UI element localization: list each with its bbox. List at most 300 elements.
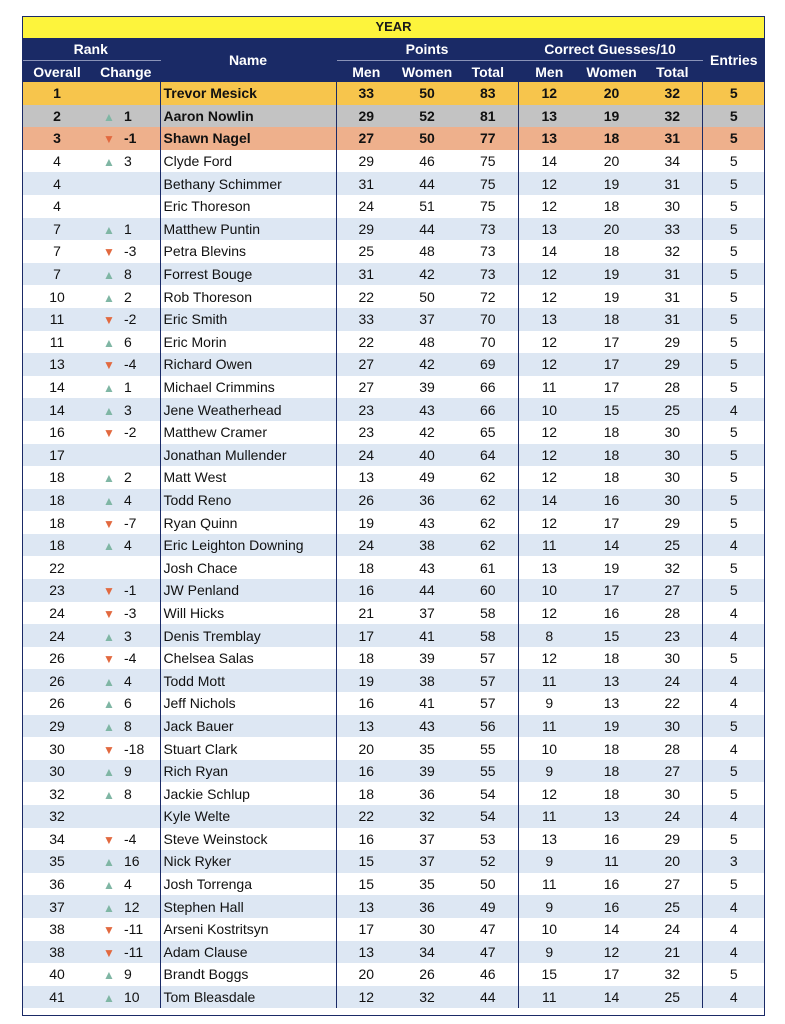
points-men-cell: 27 — [358, 379, 375, 396]
overall-rank-cell: 29 — [49, 717, 65, 734]
points-total-cell: 75 — [458, 172, 518, 195]
entries-cell: 5 — [729, 424, 738, 441]
points-women-cell: 37 — [419, 604, 435, 621]
up-arrow-icon: ▲ — [103, 109, 115, 124]
up-arrow-icon: ▲ — [103, 539, 115, 554]
correct-women-cell: 16 — [603, 491, 620, 508]
table-row — [22, 647, 765, 670]
overall-rank-cell: 18 — [49, 537, 65, 554]
correct-men-cell: 15 — [541, 966, 558, 983]
rank-change-value: 8 — [124, 266, 132, 283]
rank-change-value: -11 — [124, 943, 144, 960]
points-men-cell: 23 — [358, 424, 375, 441]
rank-change-value: 1 — [124, 107, 132, 124]
down-arrow-icon: ▼ — [103, 426, 115, 441]
correct-total-cell: 32 — [643, 105, 702, 128]
correct-women-cell: 18 — [603, 243, 620, 260]
table-row — [22, 376, 765, 399]
points-total-cell: 57 — [458, 692, 518, 715]
correct-women-cell: 14 — [603, 921, 620, 938]
correct-women-cell: 16 — [603, 876, 620, 893]
correct-women-header: Women — [580, 61, 643, 83]
points-total-cell: 64 — [458, 444, 518, 467]
entries-cell: 5 — [729, 717, 738, 734]
overall-rank-cell: 17 — [49, 446, 65, 463]
rank-change-value: -4 — [124, 650, 137, 667]
points-total-cell: 62 — [458, 489, 518, 512]
correct-total-cell: 31 — [643, 285, 702, 308]
rank-change-cell — [92, 172, 160, 195]
entries-cell: 5 — [729, 198, 738, 215]
entries-cell: 5 — [729, 966, 738, 983]
points-men-cell: 13 — [358, 469, 375, 486]
correct-women-cell: 15 — [603, 627, 620, 644]
correct-women-cell: 17 — [603, 966, 620, 983]
rank-change-cell — [92, 715, 160, 738]
up-arrow-icon: ▲ — [103, 290, 115, 305]
rank-change-value: -1 — [124, 582, 137, 599]
correct-women-cell: 16 — [603, 604, 620, 621]
points-women-cell: 48 — [419, 243, 435, 260]
up-arrow-icon: ▲ — [103, 991, 115, 1006]
points-men-cell: 33 — [358, 311, 375, 328]
table-row — [22, 669, 765, 692]
correct-total-cell: 32 — [643, 82, 702, 105]
overall-rank-cell: 14 — [49, 379, 65, 396]
table-row — [22, 918, 765, 941]
player-name-cell: Aaron Nowlin — [160, 105, 336, 128]
correct-total-cell: 27 — [643, 579, 702, 602]
table-row — [22, 602, 765, 625]
overall-header: Overall — [22, 61, 92, 83]
correct-women-cell: 18 — [603, 446, 620, 463]
down-arrow-icon: ▼ — [103, 245, 115, 260]
points-total-cell: 75 — [458, 195, 518, 218]
correct-women-cell: 18 — [603, 311, 620, 328]
overall-rank-cell: 37 — [49, 898, 65, 915]
overall-rank-cell: 2 — [53, 107, 61, 124]
points-men-cell: 19 — [358, 672, 375, 689]
correct-women-cell: 19 — [603, 107, 620, 124]
table-row — [22, 715, 765, 738]
rank-change-cell — [92, 850, 160, 873]
rank-header: Rank — [22, 38, 160, 61]
correct-men-cell: 14 — [541, 491, 558, 508]
correct-total-cell: 30 — [643, 647, 702, 670]
correct-men-cell: 12 — [541, 785, 558, 802]
up-arrow-icon: ▲ — [103, 381, 115, 396]
overall-rank-cell: 26 — [49, 650, 65, 667]
correct-women-cell: 13 — [603, 695, 620, 712]
rank-change-cell — [92, 895, 160, 918]
correct-total-cell: 21 — [643, 941, 702, 964]
rank-change-cell — [92, 376, 160, 399]
points-women-cell: 50 — [419, 130, 435, 147]
correct-total-cell: 28 — [643, 602, 702, 625]
correct-men-cell: 11 — [541, 537, 557, 554]
correct-men-cell: 10 — [541, 582, 558, 599]
points-total-cell: 58 — [458, 602, 518, 625]
rank-change-value: -4 — [124, 356, 137, 373]
correct-men-cell: 10 — [541, 401, 558, 418]
table-row — [22, 579, 765, 602]
points-total-cell: 66 — [458, 376, 518, 399]
table-row — [22, 489, 765, 512]
rank-change-value: -2 — [124, 311, 137, 328]
player-name-cell: Arseni Kostritsyn — [160, 918, 336, 941]
overall-rank-cell: 38 — [49, 943, 65, 960]
player-name-cell: Stuart Clark — [160, 737, 336, 760]
entries-cell: 4 — [729, 695, 738, 712]
entries-cell: 5 — [729, 582, 738, 599]
player-name-cell: Jack Bauer — [160, 715, 336, 738]
points-men-cell: 20 — [358, 966, 375, 983]
correct-total-cell: 29 — [643, 511, 702, 534]
overall-rank-cell: 14 — [49, 401, 65, 418]
points-women-cell: 30 — [419, 921, 435, 938]
points-women-cell: 35 — [419, 740, 435, 757]
correct-men-cell: 12 — [541, 604, 558, 621]
correct-men-cell: 12 — [541, 514, 558, 531]
correct-men-cell: 11 — [541, 876, 557, 893]
rank-change-cell — [92, 240, 160, 263]
points-women-cell: 36 — [419, 898, 435, 915]
points-women-cell: 41 — [419, 695, 435, 712]
correct-men-cell: 11 — [541, 808, 557, 825]
rank-change-cell — [92, 466, 160, 489]
points-women-cell: 36 — [419, 785, 435, 802]
points-women-cell: 46 — [419, 153, 435, 170]
points-men-cell: 16 — [358, 582, 375, 599]
correct-men-cell: 12 — [541, 175, 558, 192]
points-total-cell: 53 — [458, 828, 518, 851]
overall-rank-cell: 11 — [49, 333, 65, 350]
points-women-cell: 44 — [419, 175, 435, 192]
table-row — [22, 195, 765, 218]
entries-cell: 5 — [729, 514, 738, 531]
table-row — [22, 218, 765, 241]
overall-rank-cell: 13 — [49, 356, 65, 373]
overall-rank-cell: 35 — [49, 853, 65, 870]
entries-cell: 5 — [729, 220, 738, 237]
overall-rank-cell: 32 — [49, 785, 65, 802]
points-total-cell: 50 — [458, 873, 518, 896]
points-men-header: Men — [336, 61, 396, 83]
correct-total-cell: 31 — [643, 263, 702, 286]
rank-change-cell — [92, 353, 160, 376]
correct-men-cell: 12 — [541, 266, 558, 283]
table-row — [22, 963, 765, 986]
rank-change-cell — [92, 421, 160, 444]
overall-rank-cell: 7 — [53, 243, 61, 260]
correct-men-cell: 13 — [541, 311, 558, 328]
points-women-cell: 43 — [419, 401, 435, 418]
points-women-cell: 37 — [419, 853, 435, 870]
correct-total-cell: 24 — [643, 805, 702, 828]
correct-total-cell: 29 — [643, 331, 702, 354]
rank-change-cell — [92, 285, 160, 308]
correct-men-cell: 13 — [541, 220, 558, 237]
overall-rank-cell: 10 — [49, 288, 65, 305]
down-arrow-icon: ▼ — [103, 516, 115, 531]
points-total-cell: 56 — [458, 715, 518, 738]
points-women-cell: 38 — [419, 672, 435, 689]
correct-men-cell: 13 — [541, 830, 558, 847]
rank-change-cell — [92, 218, 160, 241]
overall-rank-cell: 34 — [49, 830, 65, 847]
points-total-cell: 69 — [458, 353, 518, 376]
points-total-cell: 61 — [458, 556, 518, 579]
correct-women-cell: 18 — [603, 785, 620, 802]
correct-total-cell: 30 — [643, 715, 702, 738]
correct-total-cell: 30 — [643, 782, 702, 805]
points-men-cell: 18 — [358, 785, 375, 802]
correct-total-cell: 29 — [643, 353, 702, 376]
rank-change-cell — [92, 82, 160, 105]
correct-men-cell: 11 — [541, 379, 557, 396]
points-total-cell: 66 — [458, 398, 518, 421]
correct-women-cell: 13 — [603, 808, 620, 825]
up-arrow-icon: ▲ — [103, 674, 115, 689]
table-row — [22, 308, 765, 331]
table-row — [22, 511, 765, 534]
entries-cell: 4 — [729, 627, 738, 644]
table-row — [22, 941, 765, 964]
points-total-cell: 83 — [458, 82, 518, 105]
table-row — [22, 737, 765, 760]
correct-women-cell: 18 — [603, 650, 620, 667]
entries-cell: 3 — [729, 853, 738, 870]
rank-change-cell — [92, 489, 160, 512]
name-header: Name — [160, 38, 336, 82]
player-name-cell: Clyde Ford — [160, 150, 336, 173]
correct-women-cell: 19 — [603, 175, 620, 192]
points-women-header: Women — [396, 61, 458, 83]
overall-rank-cell: 7 — [53, 220, 61, 237]
rank-change-value: -4 — [124, 830, 137, 847]
table-row — [22, 828, 765, 851]
points-women-cell: 38 — [419, 537, 435, 554]
overall-rank-cell: 18 — [49, 469, 65, 486]
table-row — [22, 805, 765, 828]
correct-men-cell: 12 — [541, 198, 558, 215]
correct-men-header: Men — [518, 61, 580, 83]
points-women-cell: 37 — [419, 311, 435, 328]
up-arrow-icon: ▲ — [103, 968, 115, 983]
correct-women-cell: 14 — [603, 537, 620, 554]
correct-men-cell: 12 — [541, 424, 558, 441]
points-total-cell: 72 — [458, 285, 518, 308]
entries-cell: 5 — [729, 107, 738, 124]
correct-men-cell: 8 — [545, 627, 554, 644]
correct-men-cell: 14 — [541, 243, 558, 260]
correct-men-cell: 14 — [541, 153, 558, 170]
correct-women-cell: 13 — [603, 672, 620, 689]
player-name-cell: Tom Bleasdale — [160, 986, 336, 1009]
points-women-cell: 43 — [419, 717, 435, 734]
points-women-cell: 40 — [419, 446, 435, 463]
entries-cell: 4 — [729, 537, 738, 554]
points-men-cell: 24 — [358, 446, 375, 463]
standings-sheet — [22, 16, 765, 1008]
rank-change-cell — [92, 127, 160, 150]
points-men-cell: 26 — [358, 491, 375, 508]
rank-change-value: -18 — [124, 740, 145, 757]
points-men-cell: 16 — [358, 830, 375, 847]
points-total-cell: 62 — [458, 466, 518, 489]
entries-cell: 5 — [729, 446, 738, 463]
correct-women-cell: 17 — [603, 379, 620, 396]
correct-total-cell: 27 — [643, 760, 702, 783]
correct-total-cell: 28 — [643, 737, 702, 760]
correct-women-cell: 16 — [603, 898, 620, 915]
rank-change-value: -11 — [124, 921, 144, 938]
correct-total-cell: 22 — [643, 692, 702, 715]
points-men-cell: 22 — [358, 333, 375, 350]
correct-women-cell: 18 — [603, 198, 620, 215]
player-name-cell: Matthew Puntin — [160, 218, 336, 241]
rank-change-value: 12 — [124, 898, 140, 915]
rank-change-value: 1 — [124, 379, 132, 396]
entries-cell: 5 — [729, 130, 738, 147]
rank-change-cell — [92, 669, 160, 692]
rank-change-value: 16 — [124, 853, 140, 870]
points-women-cell: 50 — [419, 288, 435, 305]
entries-cell: 5 — [729, 288, 738, 305]
correct-women-cell: 20 — [603, 85, 620, 102]
points-women-cell: 43 — [419, 514, 435, 531]
change-header: Change — [92, 61, 160, 83]
points-total-cell: 70 — [458, 308, 518, 331]
overall-rank-cell: 30 — [49, 740, 65, 757]
points-men-cell: 13 — [358, 717, 375, 734]
overall-rank-cell: 38 — [49, 921, 65, 938]
player-name-cell: Will Hicks — [160, 602, 336, 625]
overall-rank-cell: 4 — [53, 175, 61, 192]
points-women-cell: 41 — [419, 627, 435, 644]
points-total-cell: 75 — [458, 150, 518, 173]
entries-cell: 4 — [729, 808, 738, 825]
points-men-cell: 15 — [358, 876, 375, 893]
points-men-cell: 29 — [358, 220, 375, 237]
entries-cell: 4 — [729, 401, 738, 418]
correct-women-cell: 11 — [604, 853, 619, 870]
points-total-cell: 55 — [458, 760, 518, 783]
player-name-cell: Nick Ryker — [160, 850, 336, 873]
rank-change-value: 10 — [124, 989, 140, 1006]
points-women-cell: 48 — [419, 333, 435, 350]
up-arrow-icon: ▲ — [103, 765, 115, 780]
rank-change-value: 8 — [124, 785, 132, 802]
up-arrow-icon: ▲ — [103, 335, 115, 350]
up-arrow-icon: ▲ — [103, 403, 115, 418]
overall-rank-cell: 30 — [49, 763, 65, 780]
rank-change-cell — [92, 308, 160, 331]
correct-total-cell: 31 — [643, 127, 702, 150]
rank-change-cell — [92, 647, 160, 670]
correct-women-cell: 18 — [603, 469, 620, 486]
correct-men-cell: 12 — [541, 333, 558, 350]
correct-men-cell: 12 — [541, 446, 558, 463]
player-name-cell: Steve Weinstock — [160, 828, 336, 851]
correct-total-cell: 30 — [643, 195, 702, 218]
player-name-cell: Todd Mott — [160, 669, 336, 692]
rank-change-cell — [92, 195, 160, 218]
entries-cell: 5 — [729, 333, 738, 350]
player-name-cell: Eric Thoreson — [160, 195, 336, 218]
down-arrow-icon: ▼ — [103, 132, 115, 147]
rank-change-cell — [92, 624, 160, 647]
correct-total-cell: 24 — [643, 669, 702, 692]
entries-cell: 4 — [729, 921, 738, 938]
correct-total-cell: 33 — [643, 218, 702, 241]
correct-women-cell: 18 — [603, 763, 620, 780]
correct-women-cell: 18 — [603, 130, 620, 147]
points-women-cell: 35 — [419, 876, 435, 893]
rank-change-value: 4 — [124, 876, 132, 893]
up-arrow-icon: ▲ — [103, 697, 115, 712]
points-total-cell: 81 — [458, 105, 518, 128]
points-men-cell: 15 — [358, 853, 375, 870]
down-arrow-icon: ▼ — [103, 742, 115, 757]
table-row — [22, 421, 765, 444]
correct-total-cell: 31 — [643, 172, 702, 195]
points-men-cell: 27 — [358, 130, 375, 147]
points-women-cell: 44 — [419, 582, 435, 599]
correct-men-cell: 12 — [541, 356, 558, 373]
correct-women-cell: 16 — [603, 830, 620, 847]
table-row — [22, 285, 765, 308]
entries-header: Entries — [702, 38, 765, 82]
player-name-cell: Kyle Welte — [160, 805, 336, 828]
points-total-cell: 54 — [458, 782, 518, 805]
rank-change-value: 6 — [124, 695, 132, 712]
points-men-cell: 18 — [358, 559, 375, 576]
correct-total-cell: 28 — [643, 376, 702, 399]
correct-men-cell: 11 — [541, 717, 557, 734]
rank-change-cell — [92, 534, 160, 557]
overall-rank-cell: 7 — [53, 266, 61, 283]
correct-total-cell: 31 — [643, 308, 702, 331]
overall-rank-cell: 26 — [49, 672, 65, 689]
table-row — [22, 895, 765, 918]
correct-women-cell: 19 — [603, 266, 620, 283]
player-name-cell: Eric Smith — [160, 308, 336, 331]
entries-cell: 5 — [729, 469, 738, 486]
points-men-cell: 16 — [358, 763, 375, 780]
entries-cell: 5 — [729, 559, 738, 576]
correct-women-cell: 19 — [603, 288, 620, 305]
rank-change-value: -7 — [124, 514, 137, 531]
points-men-cell: 13 — [358, 898, 375, 915]
entries-cell: 5 — [729, 379, 738, 396]
correct-women-cell: 17 — [603, 356, 620, 373]
entries-cell: 5 — [729, 311, 738, 328]
player-name-cell: Denis Tremblay — [160, 624, 336, 647]
player-name-cell: Jene Weatherhead — [160, 398, 336, 421]
correct-total-cell: 27 — [643, 873, 702, 896]
table-row — [22, 127, 765, 150]
player-name-cell: Stephen Hall — [160, 895, 336, 918]
correct-men-cell: 9 — [545, 695, 554, 712]
rank-change-cell — [92, 963, 160, 986]
rank-change-value: 4 — [124, 491, 132, 508]
correct-women-cell: 19 — [603, 559, 620, 576]
rank-change-value: 3 — [124, 153, 132, 170]
rank-change-cell — [92, 511, 160, 534]
correct-total-cell: 32 — [643, 556, 702, 579]
rank-change-value: 9 — [124, 763, 132, 780]
